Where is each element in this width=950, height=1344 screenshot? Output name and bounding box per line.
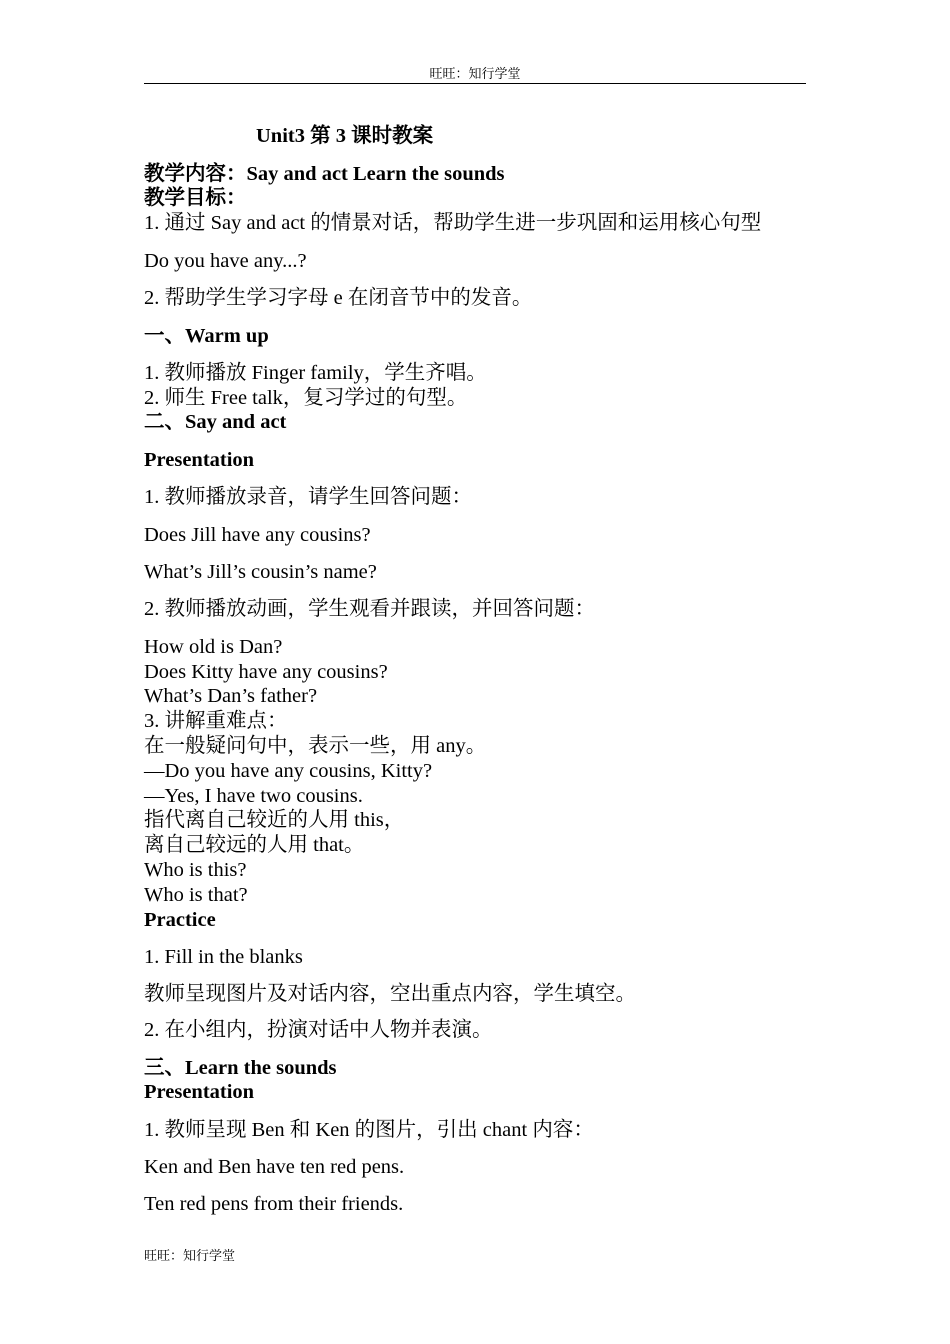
example-line: Who is this?	[144, 859, 247, 881]
practice-step-2: 2. 在小组内，扮演对话中人物并表演。	[144, 1019, 493, 1041]
practice-step-1: 1. Fill in the blanks	[144, 946, 303, 968]
page-header: 旺旺：知行学堂	[429, 66, 521, 81]
example-line: Who is that?	[144, 884, 248, 906]
question-line: How old is Dan?	[144, 636, 283, 658]
practice-heading: Practice	[144, 909, 216, 931]
question-line: Does Jill have any cousins?	[144, 524, 371, 546]
practice-step-1-desc: 教师呈现图片及对话内容，空出重点内容，学生填空。	[144, 983, 636, 1005]
header-divider	[144, 83, 806, 84]
presentation-heading: Presentation	[144, 449, 255, 471]
section-heading-learn-the-sounds: 三、Learn the sounds	[144, 1057, 337, 1079]
note-line: 指代离自己较近的人用 this，	[144, 809, 405, 831]
question-line: Does Kitty have any cousins?	[144, 661, 388, 683]
content-heading: 教学内容：Say and act Learn the sounds	[144, 163, 505, 185]
objective-1: 1. 通过 Say and act 的情景对话，帮助学生进一步巩固和运用核心句型	[144, 212, 762, 234]
objective-2: 2. 帮助学生学习字母 e 在闭音节中的发音。	[144, 287, 533, 309]
presentation-heading: Presentation	[144, 1081, 255, 1103]
presentation-step-3: 3. 讲解重难点：	[144, 710, 288, 732]
presentation-step-2: 2. 教师播放动画，学生观看并跟读，并回答问题：	[144, 598, 595, 620]
warm-up-item-2: 2. 师生 Free talk，复习学过的句型。	[144, 387, 468, 409]
objective-1-pattern: Do you have any...?	[144, 250, 307, 272]
note-line: 在一般疑问句中，表示一些，用 any。	[144, 735, 487, 757]
chant-line: Ten red pens from their friends.	[144, 1193, 404, 1215]
presentation-step-1: 1. 教师播放录音，请学生回答问题：	[144, 486, 472, 508]
chant-line: Ken and Ben have ten red pens.	[144, 1156, 405, 1178]
dialogue-line: —Yes, I have two cousins.	[144, 785, 363, 807]
question-line: What’s Dan’s father?	[144, 685, 318, 707]
document-title: Unit3 第 3 课时教案	[256, 125, 434, 147]
section-heading-say-and-act: 二、Say and act	[144, 411, 287, 433]
warm-up-item-1: 1. 教师播放 Finger family，学生齐唱。	[144, 362, 487, 384]
section-heading-warm-up: 一、Warm up	[144, 325, 269, 347]
note-line: 离自己较远的人用 that。	[144, 834, 365, 856]
question-line: What’s Jill’s cousin’s name?	[144, 561, 377, 583]
sounds-step-1: 1. 教师呈现 Ben 和 Ken 的图片，引出 chant 内容：	[144, 1119, 594, 1141]
objectives-heading: 教学目标：	[144, 187, 247, 209]
page-footer: 旺旺：知行学堂	[144, 1248, 236, 1263]
dialogue-line: —Do you have any cousins, Kitty?	[144, 760, 433, 782]
